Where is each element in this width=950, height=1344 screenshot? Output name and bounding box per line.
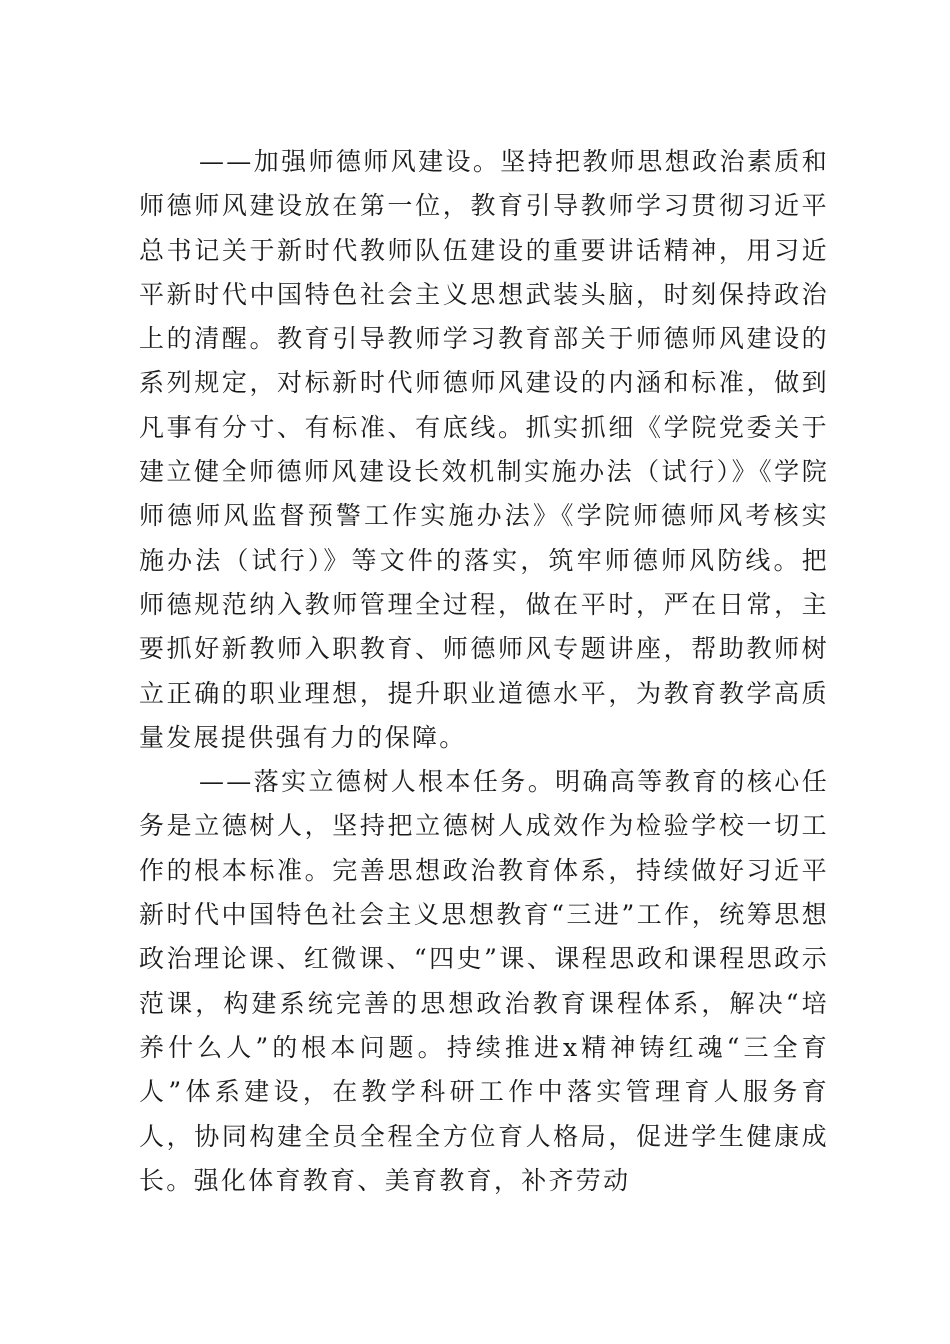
paragraph-teacher-ethics: ——加强师德师风建设。坚持把教师思想政治素质和师德师风建设放在第一位，教育引导教师学习贯彻习近平总书记关于新时代教师队伍建设的重要讲话精神，用习近平新时代中国特色社会主义思想武装头脑，时刻保持政治上的清醒。教育引导教师学习教育部关于师德师风建设的系列规定，对标新时代师德师风建设的内涵和标准，做到凡事有分寸、有标准、有底线。抓实抓细《学院党委关于建立健全师德师风建设长效机制实施办法（试行）》《学院师德师风监督预警工作实施办法》《学院师德师风考核实施办法（试行）》等文件的落实，筑牢师德师风防线。把师德规范纳入教师管理全过程，做在平时，严在日常，主要抓好新教师入职教育、师德师风专题讲座，帮助教师树立正确的职业理想，提升职业道德水平，为教育教学高质量发展提供强有力的保障。 [139, 147, 829, 752]
document-body [139, 140, 829, 1203]
paragraph-moral-education: ——落实立德树人根本任务。明确高等教育的核心任务是立德树人，坚持把立德树人成效作为检验学校一切工作的根本标准。完善思想政治教育体系，持续做好习近平新时代中国特色社会主义思想教育“三进”工作，统筹思想政治理论课、红微课、“四史”课、课程思政和课程思政示范课，构建系统完善的思想政治教育课程体系，解决“培养什么人”的根本问题。持续推进x精神铸红魂“三全育人”体系建设，在教学科研工作中落实管理育人服务育人，协同构建全员全程全方位育人格局，促进学生健康成长。强化体育教育、美育教育，补齐劳动 [139, 767, 829, 1195]
